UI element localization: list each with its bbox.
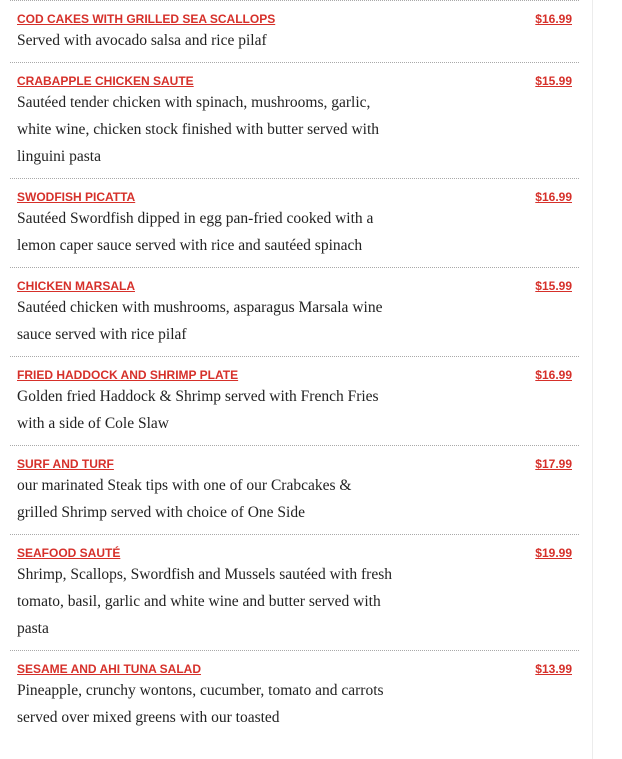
menu-item	[10, 267, 579, 356]
menu-item-description: Sautéed tender chicken with spinach, mushrooms, garlic, white wine, chicken stock finished with butter served with linguini pasta	[17, 94, 380, 165]
menu-item-name-link[interactable]: SEAFOOD SAUTÉ	[17, 546, 121, 560]
menu-list	[10, 0, 579, 739]
menu-item-price-link[interactable]: $17.99	[535, 457, 572, 471]
menu-item-header	[17, 189, 572, 206]
menu-item-description: Served with avocado salsa and rice pilaf	[17, 32, 267, 49]
menu-item-header	[17, 661, 572, 678]
menu-item-header	[17, 456, 572, 473]
page-edge-rule	[592, 0, 593, 759]
menu-item-price-link[interactable]: $16.99	[535, 12, 572, 26]
menu-item-name-link[interactable]: FRIED HADDOCK AND SHRIMP PLATE	[17, 368, 239, 382]
menu-item-name-link[interactable]: SESAME AND AHI TUNA SALAD	[17, 662, 202, 676]
menu-item-description: Sautéed chicken with mushrooms, asparagus Marsala wine sauce served with rice pilaf	[17, 299, 383, 343]
menu-item-header	[17, 545, 572, 562]
menu-item	[10, 178, 579, 267]
menu-item-description: Pineapple, crunchy wontons, cucumber, tomato and carrots served over mixed greens with our toasted	[17, 682, 384, 726]
menu-item	[10, 534, 579, 650]
menu-item-price-link[interactable]: $16.99	[535, 190, 572, 204]
menu-item-header	[17, 11, 572, 28]
menu-item-price-link[interactable]: $15.99	[535, 279, 572, 293]
menu-item-description: Shrimp, Scallops, Swordfish and Mussels sautéed with fresh tomato, basil, garlic and white wine and butter served with pasta	[17, 566, 392, 637]
menu-item-description: Sautéed Swordfish dipped in egg pan-fried cooked with a lemon caper sauce served with rice and sautéed spinach	[17, 210, 374, 254]
menu-item-name-link[interactable]: CHICKEN MARSALA	[17, 279, 135, 293]
menu-item-header	[17, 73, 572, 90]
menu-item-name-link[interactable]: COD CAKES WITH GRILLED SEA SCALLOPS	[17, 12, 276, 26]
menu-item-price-link[interactable]: $15.99	[535, 74, 572, 88]
menu-item	[10, 445, 579, 534]
menu-item	[10, 62, 579, 178]
menu-item-name-link[interactable]: CRABAPPLE CHICKEN SAUTE	[17, 74, 194, 88]
menu-item-name-link[interactable]: SURF AND TURF	[17, 457, 114, 471]
menu-item-name-link[interactable]: SWODFISH PICATTA	[17, 190, 136, 204]
menu-item-price-link[interactable]: $16.99	[535, 368, 572, 382]
menu-item-price-link[interactable]: $13.99	[535, 662, 572, 676]
menu-item	[10, 0, 579, 62]
menu-item	[10, 356, 579, 445]
menu-item-header	[17, 278, 572, 295]
menu-item	[10, 650, 579, 739]
menu-item-header	[17, 367, 572, 384]
menu-item-description: our marinated Steak tips with one of our Crabcakes & grilled Shrimp served with choice of One Side	[17, 477, 352, 521]
menu-item-description: Golden fried Haddock & Shrimp served with French Fries with a side of Cole Slaw	[17, 388, 379, 432]
menu-item-price-link[interactable]: $19.99	[535, 546, 572, 560]
